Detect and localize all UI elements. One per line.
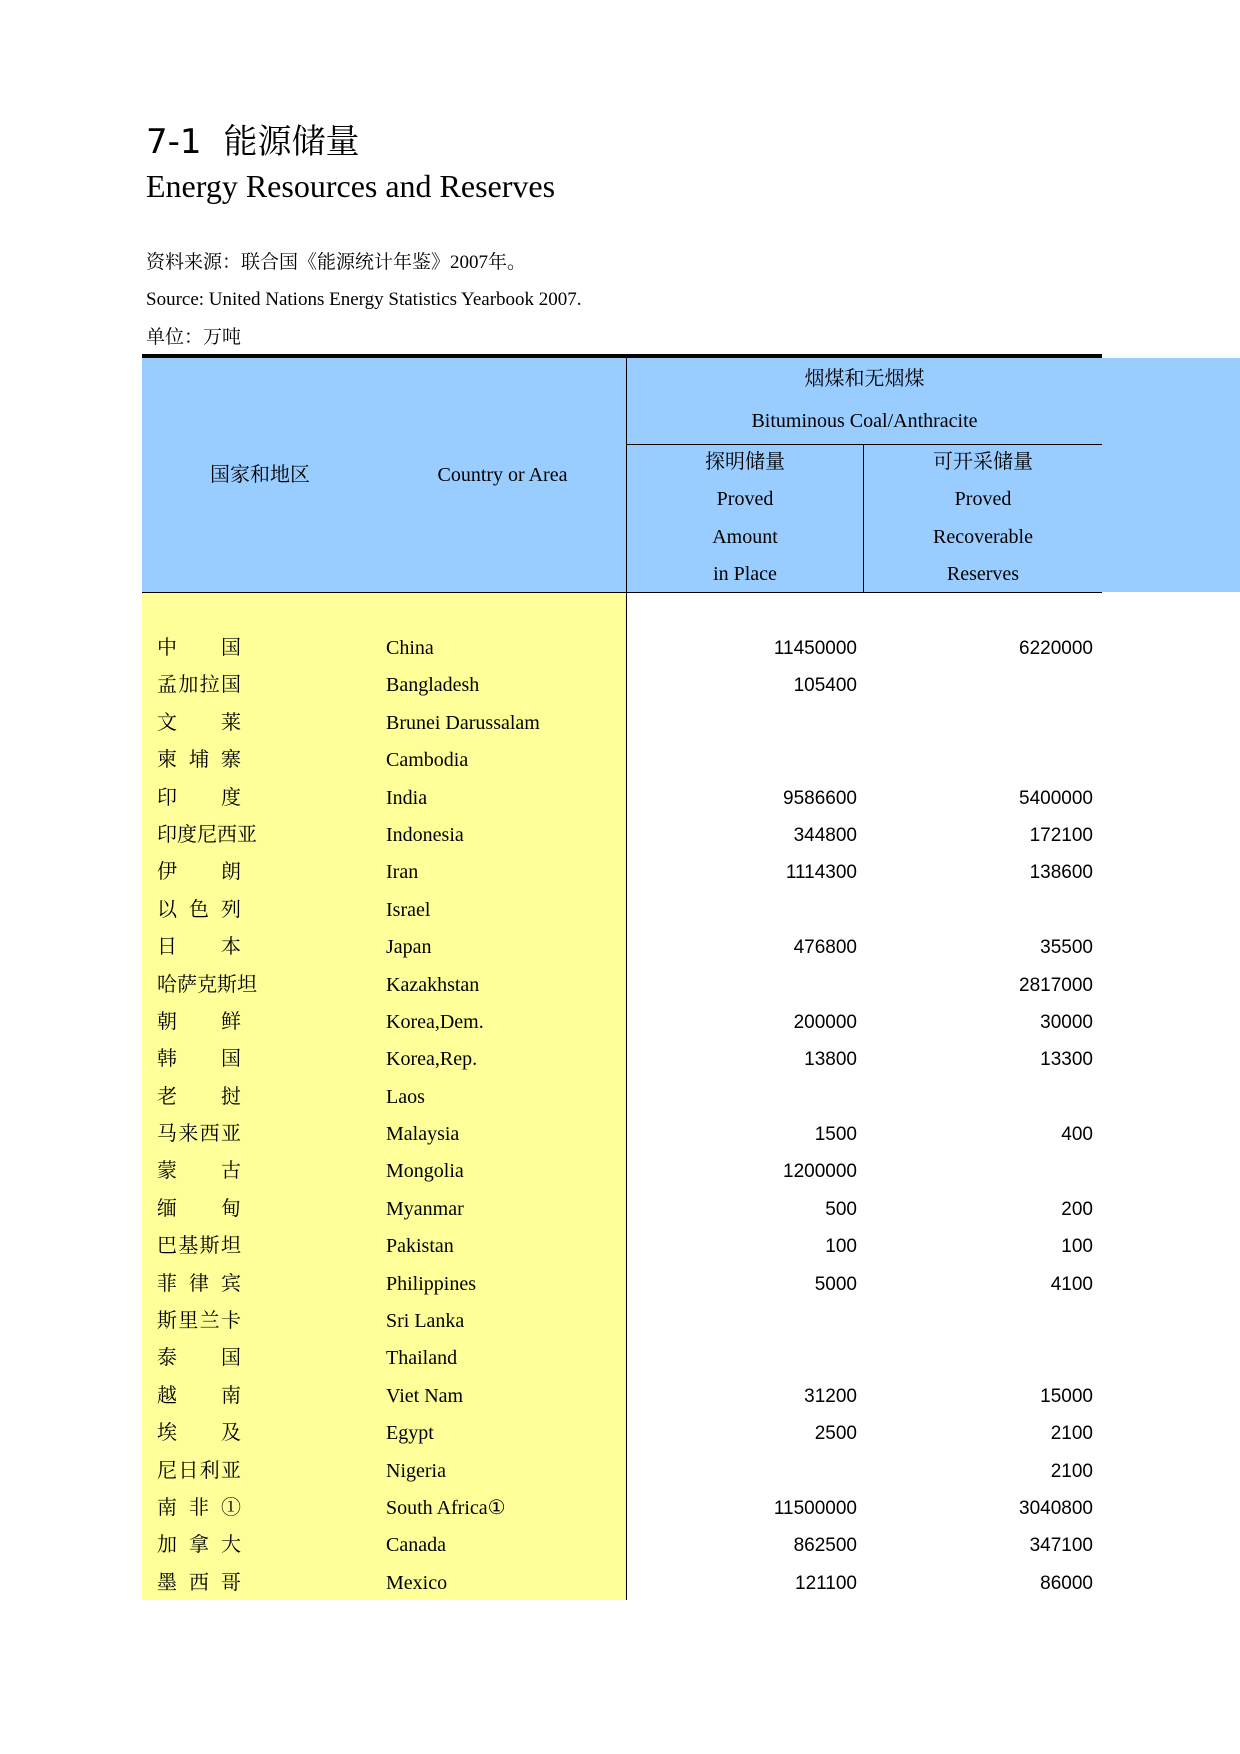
- country-name-en: Cambodia: [386, 749, 469, 772]
- table-row: [0, 784, 1240, 821]
- country-name-en: Israel: [386, 898, 431, 921]
- page-title-en: Energy Resources and Reserves: [146, 168, 556, 204]
- table-row: [0, 1569, 1240, 1606]
- table-row: [0, 746, 1240, 783]
- proved-amount-in-place: 11450000: [773, 638, 857, 659]
- country-name-en: Viet Nam: [386, 1384, 464, 1407]
- table-row: [0, 1120, 1240, 1157]
- country-name-cn: 马来西亚: [157, 1123, 241, 1146]
- country-name-en: Mongolia: [386, 1160, 464, 1183]
- proved-recoverable-reserves: 100: [1061, 1236, 1093, 1258]
- proved-recoverable-reserves: 13300: [1040, 1049, 1093, 1071]
- proved-recoverable-reserves: 4100: [1050, 1273, 1093, 1295]
- proved-amount-in-place: 200000: [793, 1011, 857, 1033]
- country-name-cn: 南非①: [157, 1496, 241, 1519]
- country-name-cn: 缅甸: [157, 1197, 241, 1220]
- country-name-cn: 印度尼西亚: [157, 823, 257, 846]
- header-col1-line3: Amount: [712, 526, 778, 548]
- proved-recoverable-reserves: 172100: [1029, 824, 1093, 846]
- table-row: [0, 1270, 1240, 1307]
- proved-recoverable-reserves: 347100: [1029, 1535, 1093, 1557]
- country-name-cn: 朝鲜: [157, 1010, 241, 1033]
- proved-recoverable-reserves: 2100: [1050, 1423, 1093, 1445]
- country-name-en: Laos: [386, 1085, 425, 1108]
- table-number: 7-1: [146, 122, 202, 162]
- proved-recoverable-reserves: 30000: [1040, 1011, 1093, 1033]
- country-name-en: Mexico: [386, 1571, 448, 1594]
- proved-recoverable-reserves: 400: [1061, 1124, 1093, 1146]
- country-name-en: Myanmar: [386, 1197, 464, 1220]
- proved-amount-in-place: 121100: [795, 1572, 857, 1594]
- table-row: [0, 971, 1240, 1008]
- country-name-cn: 印度: [157, 786, 241, 809]
- table-row: [0, 858, 1240, 895]
- source-note-cn: 资料来源：联合国《能源统计年鉴》2007年。: [146, 252, 527, 273]
- table-row: [0, 1232, 1240, 1269]
- proved-amount-in-place: 1500: [814, 1124, 857, 1146]
- proved-amount-in-place: 100: [825, 1236, 857, 1258]
- table-row: [0, 1344, 1240, 1381]
- country-name-cn: 埃及: [157, 1422, 241, 1445]
- country-name-cn: 以色列: [157, 898, 241, 921]
- proved-recoverable-reserves: 138600: [1029, 862, 1093, 884]
- country-name-cn: 文莱: [157, 711, 241, 734]
- country-name-en: India: [386, 786, 428, 809]
- country-name-cn: 日本: [157, 936, 241, 959]
- country-name-cn: 蒙古: [157, 1160, 241, 1183]
- table-row: [0, 821, 1240, 858]
- proved-amount-in-place: 13800: [804, 1049, 857, 1071]
- header-group-en: Bituminous Coal/Anthracite: [751, 410, 978, 432]
- header-col2-line1: 可开采储量: [933, 451, 1033, 473]
- header-col2-line2: Proved: [954, 488, 1012, 510]
- country-name-en: Korea,Dem.: [386, 1010, 484, 1033]
- source-note-en: Source: United Nations Energy Statistics Yearbook 2007.: [146, 289, 582, 310]
- header-col2-line3: Recoverable: [933, 526, 1033, 548]
- country-name-en: Korea,Rep.: [386, 1048, 478, 1071]
- country-name-cn: 哈萨克斯坦: [157, 973, 257, 996]
- country-name-en: Malaysia: [386, 1123, 460, 1146]
- country-name-cn: 加拿大: [157, 1534, 241, 1557]
- proved-amount-in-place: 31200: [804, 1385, 857, 1407]
- header-col1-line1: 探明储量: [705, 451, 785, 473]
- country-name-cn: 柬埔寨: [157, 749, 241, 772]
- proved-amount-in-place: 9586600: [783, 787, 857, 809]
- table-row: [0, 671, 1240, 708]
- table-row: [0, 1457, 1240, 1494]
- country-name-cn: 韩国: [157, 1048, 241, 1071]
- proved-amount-in-place: 11500000: [773, 1497, 857, 1519]
- header-country-cn: 国家和地区: [210, 464, 310, 486]
- country-name-cn: 尼日利亚: [157, 1459, 241, 1482]
- table-row: [0, 1494, 1240, 1531]
- header-group-cn: 烟煤和无烟煤: [804, 368, 925, 390]
- country-name-cn: 伊朗: [157, 861, 241, 884]
- proved-recoverable-reserves: 3040800: [1019, 1497, 1093, 1519]
- proved-recoverable-reserves: 15000: [1040, 1385, 1093, 1407]
- country-name-cn: 泰国: [157, 1347, 241, 1370]
- country-name-en: Kazakhstan: [386, 973, 480, 996]
- title-cn-text: 能源储量: [223, 122, 360, 162]
- table-row: [0, 1307, 1240, 1344]
- header-col1-line2: Proved: [716, 488, 774, 510]
- country-name-en: China: [386, 637, 434, 659]
- country-name-en: Bangladesh: [386, 674, 480, 697]
- country-name-cn: 菲律宾: [157, 1272, 241, 1295]
- proved-recoverable-reserves: 2817000: [1019, 974, 1093, 996]
- proved-recoverable-reserves: 200: [1061, 1198, 1093, 1220]
- country-name-en: Brunei Darussalam: [386, 711, 540, 734]
- country-name-en: Pakistan: [386, 1235, 454, 1258]
- country-name-en: Japan: [386, 936, 432, 959]
- table-row: [0, 1083, 1240, 1120]
- table-row: [0, 1045, 1240, 1082]
- country-name-en: Indonesia: [386, 823, 464, 846]
- header-col2-line4: Reserves: [946, 563, 1020, 585]
- proved-amount-in-place: 5000: [814, 1273, 857, 1295]
- unit-note: 单位：万吨: [146, 327, 242, 348]
- header-bottom-rule: [142, 592, 1102, 593]
- country-name-cn: 巴基斯坦: [157, 1235, 241, 1258]
- proved-amount-in-place: 476800: [793, 937, 857, 959]
- country-name-en: Philippines: [386, 1272, 477, 1295]
- country-name-cn: 中国: [157, 637, 241, 659]
- header-country-en: Country or Area: [437, 464, 568, 486]
- header-col1-line4: in Place: [713, 563, 777, 585]
- table-row: [0, 1008, 1240, 1045]
- table-row: [0, 709, 1240, 746]
- country-name-en: Nigeria: [386, 1459, 446, 1482]
- country-name-cn: 越南: [157, 1384, 241, 1407]
- country-name-cn: 老挝: [157, 1085, 241, 1108]
- country-name-en: Iran: [386, 861, 419, 884]
- table-row: [0, 634, 1240, 671]
- table-row: [0, 896, 1240, 933]
- country-name-en: Sri Lanka: [386, 1310, 465, 1333]
- proved-amount-in-place: 2500: [814, 1423, 857, 1445]
- table-row: [0, 1419, 1240, 1456]
- country-name-cn: 斯里兰卡: [157, 1310, 241, 1333]
- table-body: [0, 634, 1240, 1606]
- country-name-en: Egypt: [386, 1422, 434, 1445]
- proved-amount-in-place: 500: [825, 1198, 857, 1220]
- proved-recoverable-reserves: 6220000: [1019, 638, 1093, 659]
- table-row: [0, 1195, 1240, 1232]
- table-row: [0, 1157, 1240, 1194]
- group-header-rule: [626, 444, 1102, 445]
- proved-amount-in-place: 105400: [793, 675, 857, 697]
- country-name-cn: 墨西哥: [157, 1571, 241, 1594]
- proved-amount-in-place: 1114300: [785, 862, 857, 884]
- page-title-cn: [146, 122, 360, 162]
- proved-recoverable-reserves: 86000: [1040, 1572, 1093, 1594]
- table-row: [0, 1382, 1240, 1419]
- proved-amount-in-place: 344800: [793, 824, 857, 846]
- proved-recoverable-reserves: 2100: [1050, 1460, 1093, 1482]
- country-name-en: Thailand: [386, 1347, 458, 1370]
- country-name-en: South Africa①: [386, 1496, 506, 1519]
- table-row: [0, 1531, 1240, 1568]
- country-name-en: Canada: [386, 1534, 446, 1557]
- proved-amount-in-place: 862500: [793, 1535, 857, 1557]
- proved-recoverable-reserves: 35500: [1040, 937, 1093, 959]
- country-name-cn: 孟加拉国: [157, 674, 241, 697]
- proved-recoverable-reserves: 5400000: [1019, 787, 1093, 809]
- proved-amount-in-place: 1200000: [783, 1161, 857, 1183]
- table-row: [0, 933, 1240, 970]
